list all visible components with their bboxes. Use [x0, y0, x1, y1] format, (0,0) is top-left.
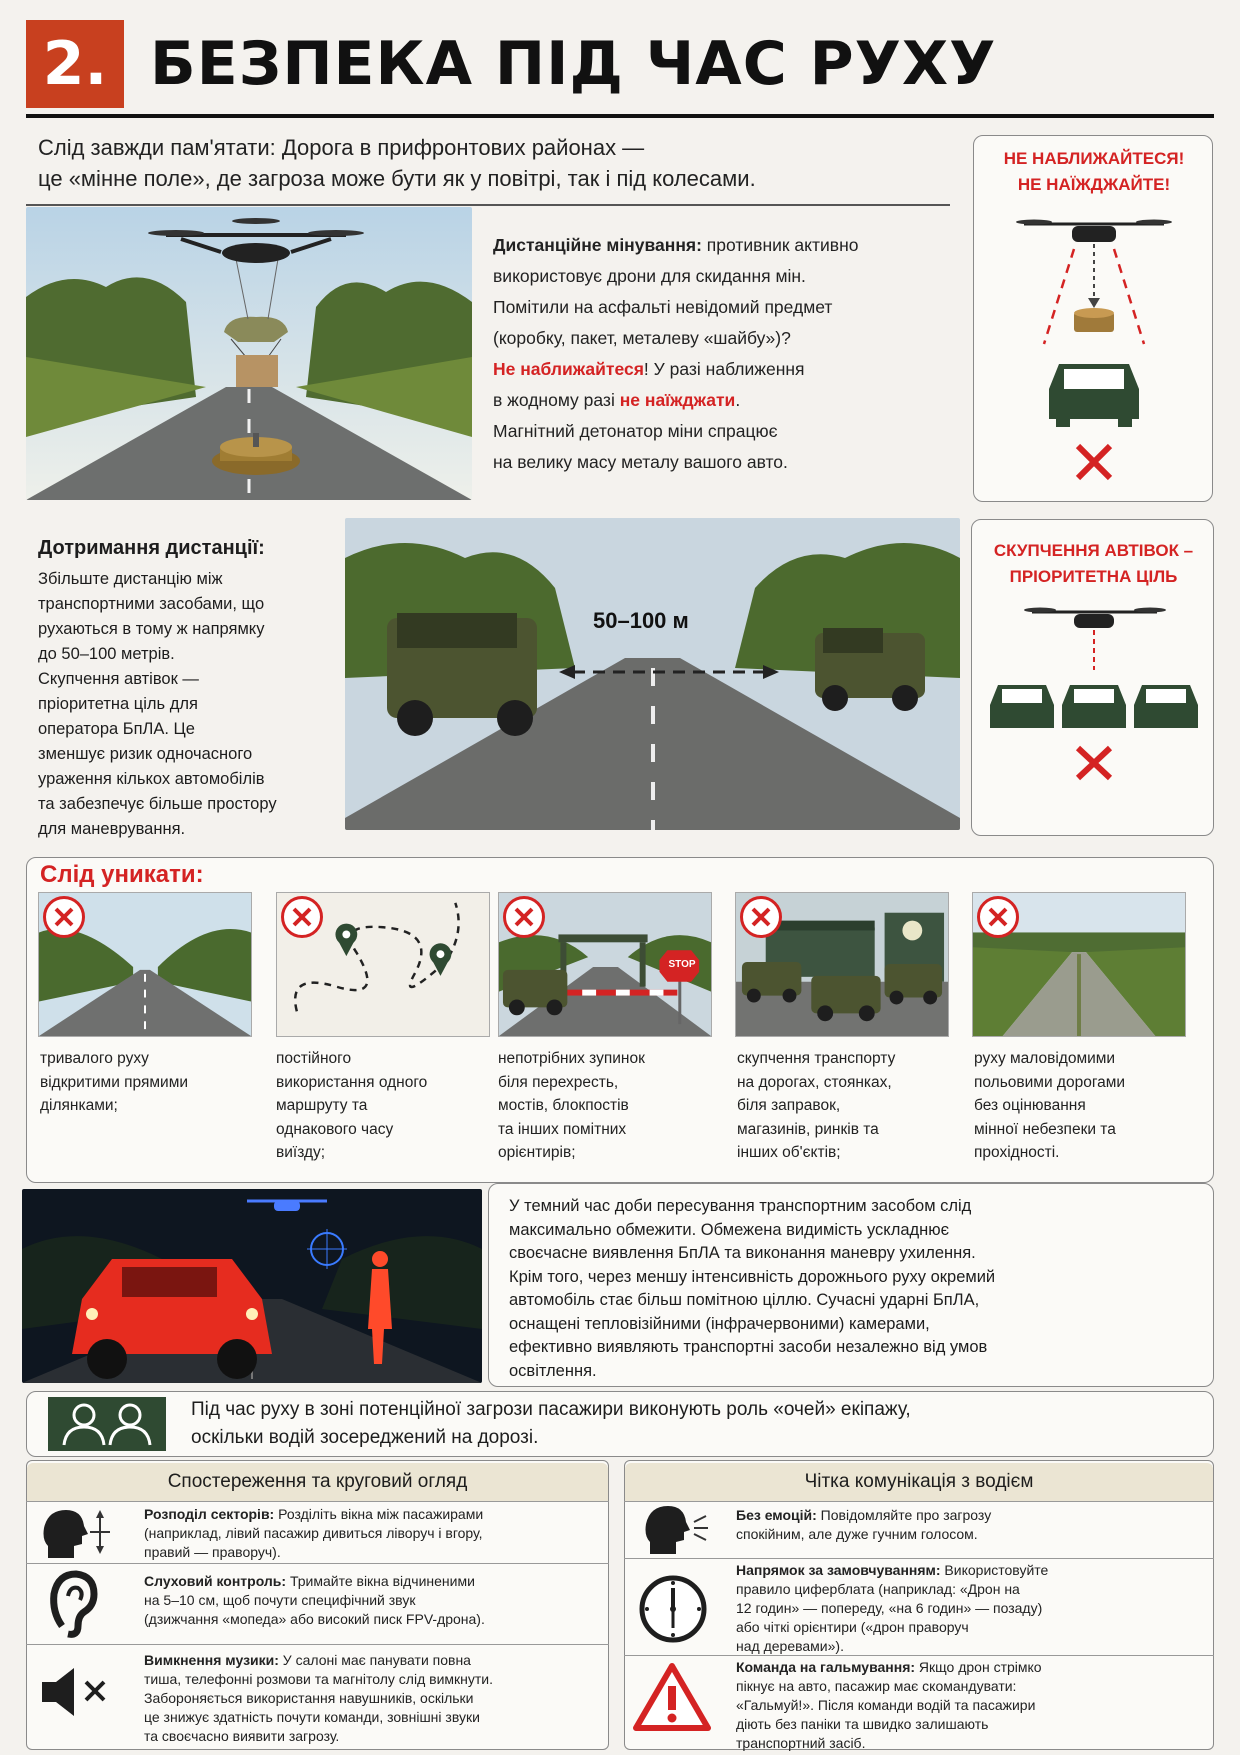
row-line: [144, 1572, 599, 1591]
observation-row: [144, 1572, 599, 1629]
avoid-caption-line: біля перехресть,: [498, 1073, 619, 1091]
header-divider: [26, 114, 1214, 118]
passengers-icon: [48, 1397, 166, 1451]
avoid-caption: [276, 1047, 490, 1165]
remote-mining-line: на велику масу металу вашого авто.: [493, 452, 788, 472]
passengers-line: оскільки водій зосереджений на дорозі.: [191, 1427, 539, 1448]
ear-icon: [48, 1568, 102, 1640]
avoid-image-checkpoint: [498, 892, 712, 1037]
remote-mining-heading: Дистанційне мінування:: [493, 235, 702, 255]
page-title: БЕЗПЕКА ПІД ЧАС РУХУ: [150, 29, 997, 99]
row-line: (дзижчання «мопеда» або високий писк FPV-дрона).: [144, 1611, 485, 1627]
speaking-head-icon: [644, 1502, 712, 1556]
avoid-caption: [737, 1047, 951, 1165]
communication-header: Чітка комунікація з водієм: [625, 1463, 1213, 1501]
drone-dropping-mine-photo: [26, 207, 472, 500]
row-title: Без емоцій:: [736, 1507, 817, 1523]
row-line: [736, 1506, 1206, 1525]
night-line: ефективно виявляють транспортні засоби незалежно від умов: [509, 1338, 988, 1356]
divider: [26, 1563, 609, 1564]
distance-label: 50–100 м: [593, 608, 689, 633]
avoid-caption-line: тривалого руху: [40, 1050, 149, 1067]
night-line: освітлення.: [509, 1361, 597, 1380]
avoid-caption-line: маршруту та: [276, 1097, 368, 1114]
row-title: Напрямок за замовчуванням:: [736, 1562, 941, 1578]
row-line: [144, 1651, 599, 1670]
row-line: (наприклад, лівий пасажир дивиться ліворуч і вгору,: [144, 1525, 483, 1541]
row-line: це знижує здатність почути команди, зовнішні звуки: [144, 1709, 480, 1725]
avoid-caption-line: мінної небезпеки та: [974, 1120, 1116, 1138]
drone-cars-cluster-icon: [982, 600, 1205, 825]
avoid-caption-line: орієнтирів;: [498, 1144, 576, 1161]
drone-mine-car-icon: [1014, 214, 1174, 494]
communication-row: [736, 1561, 1206, 1656]
divider: [26, 1501, 609, 1502]
row-line: Забороняється використання навушників, оскільки: [144, 1690, 474, 1706]
avoid-caption: [40, 1047, 254, 1118]
text-span: Розділіть вікна між пасажирами: [274, 1506, 484, 1522]
text-span: Якщо дрон стрімко: [915, 1659, 1042, 1675]
avoid-image-same-route: [276, 892, 490, 1037]
night-text: [509, 1195, 1097, 1383]
row-line: «Гальмуй!». Після команди водій та пасажири: [736, 1697, 1036, 1713]
avoid-caption-line: відкритими прямими: [40, 1073, 189, 1091]
night-line: Крім того, через меншу інтенсивність дорожнього руху окремий: [509, 1267, 996, 1286]
row-line: над деревами»).: [736, 1638, 844, 1654]
row-line: та своєчасно виявити загрозу.: [144, 1728, 340, 1744]
remote-mining-line: використовує дрони для скидання мін.: [493, 266, 806, 286]
side-warning-line: СКУПЧЕННЯ АВТІВОК –: [993, 541, 1194, 560]
side-warning-card-1: [973, 135, 1213, 502]
distance-line: до 50–100 метрів.: [38, 645, 175, 663]
intro-line: це «мінне поле», де загроза може бути як у повітрі, так і під колесами.: [38, 166, 756, 191]
row-line: спокійним, але дуже гучним голосом.: [736, 1526, 978, 1542]
remote-mining-line: [493, 354, 953, 385]
row-line: [144, 1505, 599, 1524]
row-line: тиша, телефонні розмови та магнітолу слід вимкнути.: [144, 1671, 494, 1687]
row-line: [736, 1658, 1206, 1677]
warning-triangle-icon: [632, 1662, 712, 1732]
avoid-caption-line: магазинів, ринків та: [737, 1120, 879, 1138]
avoid-caption-line: однакового часу: [276, 1120, 394, 1138]
night-line: максимально обмежити. Обмежена видимість ускладнює: [509, 1220, 950, 1239]
head-sectors-icon: [40, 1506, 114, 1560]
avoid-image-straight-road: [38, 892, 252, 1037]
avoid-caption-line: використання одного: [276, 1073, 428, 1091]
night-line: У темний час доби пересування транспортним засобом слід: [509, 1197, 972, 1215]
remote-mining-text: [493, 230, 953, 478]
remote-mining-line: (коробку, пакет, металеву «шайбу»)?: [493, 328, 791, 348]
night-line: автомобіль стає більш помітною ціллю. Сучасні ударні БпЛА,: [509, 1291, 980, 1309]
avoid-caption-line: польовими дорогами: [974, 1073, 1126, 1091]
row-title: Слуховий контроль:: [144, 1573, 287, 1589]
observation-header: Спостереження та круговий огляд: [27, 1463, 608, 1501]
vehicle-distance-photo: [345, 518, 960, 830]
row-line: транспортний засіб.: [736, 1735, 866, 1751]
passengers-text: [191, 1396, 1091, 1452]
communication-row: [736, 1658, 1206, 1753]
row-line: пікнує на авто, пасажир має скомандувати:: [736, 1678, 1017, 1694]
row-line: правий — праворуч).: [144, 1544, 281, 1560]
divider: [26, 1644, 609, 1645]
row-line: 12 годин» — попереду, «на 6 годин» — позаду): [736, 1600, 1043, 1616]
remote-mining-line: [493, 385, 953, 416]
text-span: .: [735, 390, 741, 410]
distance-line: Збільште дистанцію між: [38, 570, 223, 588]
section-number: 2.: [26, 20, 124, 108]
avoid-caption-line: виїзду;: [276, 1144, 326, 1161]
avoid-caption-line: на дорогах, стоянках,: [737, 1073, 892, 1091]
side-warning-line: ПРІОРИТЕТНА ЦІЛЬ: [1009, 567, 1178, 586]
avoid-caption-line: скупчення транспорту: [737, 1050, 896, 1067]
remote-mining-line: Помітили на асфальті невідомий предмет: [493, 297, 833, 317]
passengers-line: Під час руху в зоні потенційної загрози пасажири виконують роль «очей» екіпажу,: [191, 1399, 911, 1420]
night-line: оснащені тепловізійними (інфрачервоними) камерами,: [509, 1314, 930, 1333]
text-span: Повідомляйте про загрозу: [816, 1507, 992, 1523]
avoid-caption-line: мостів, блокпостів: [498, 1097, 629, 1114]
prohibited-icon: [281, 896, 323, 938]
row-line: на 5–10 см, щоб почути специфічний звук: [144, 1592, 416, 1608]
row-title: Команда на гальмування:: [736, 1659, 916, 1675]
avoid-caption-line: та інших помітних: [498, 1120, 627, 1138]
stop-sign-label: STOP: [668, 959, 696, 970]
distance-title: Дотримання дистанції:: [38, 537, 265, 559]
text-span: противник активно: [701, 235, 859, 255]
row-title: Вимкнення музики:: [144, 1652, 279, 1668]
row-line: [736, 1561, 1206, 1580]
row-title: Розподіл секторів:: [144, 1506, 275, 1522]
row-line: діють без паніки та швидко залишають: [736, 1716, 989, 1732]
intro-text: [38, 132, 938, 194]
night-thermal-photo: [22, 1189, 482, 1383]
divider: [624, 1501, 1214, 1502]
side-warning-card-2: [971, 519, 1214, 836]
avoid-caption: [974, 1047, 1188, 1165]
warning-text: не наїжджати: [619, 390, 736, 410]
avoid-caption-line: біля заправок,: [737, 1097, 841, 1114]
warning-text: Не наближайтеся: [493, 359, 644, 379]
avoid-image-vehicle-cluster: [735, 892, 949, 1037]
speaker-mute-icon: [38, 1666, 112, 1718]
text-span: У салоні має панувати повна: [278, 1652, 471, 1668]
text-span: ! У разі наближення: [643, 359, 805, 379]
distance-text: [38, 567, 338, 842]
avoid-caption-line: без оцінювання: [974, 1097, 1086, 1114]
distance-line: ураження кількох автомобілів: [38, 770, 265, 788]
clock-icon: [638, 1574, 708, 1644]
observation-row: [144, 1505, 599, 1562]
distance-line: оператора БпЛА. Це: [38, 720, 195, 738]
prohibited-icon: [977, 896, 1019, 938]
text-span: в жодному разі: [493, 390, 620, 410]
text-span: Використовуйте: [940, 1562, 1049, 1578]
avoid-caption-line: непотрібних зупинок: [498, 1050, 645, 1067]
row-line: або чіткі орієнтири («дрон праворуч: [736, 1619, 969, 1635]
distance-line: рухаються в тому ж напрямку: [38, 620, 265, 638]
intro-divider: [26, 204, 950, 206]
avoid-caption-line: ділянками;: [40, 1097, 118, 1114]
avoid-image-field-road: [972, 892, 1186, 1037]
divider: [624, 1558, 1214, 1559]
text-span: Тримайте вікна відчиненими: [286, 1573, 475, 1589]
side-warning-line: НЕ НАБЛИЖАЙТЕСЯ!: [1003, 149, 1185, 168]
distance-line: Скупчення автівок —: [38, 670, 199, 688]
prohibited-icon: [43, 896, 85, 938]
avoid-caption-line: прохідності.: [974, 1144, 1060, 1161]
observation-row: [144, 1651, 599, 1746]
avoid-title: Слід уникати:: [40, 861, 204, 888]
distance-line: транспортними засобами, що: [38, 595, 265, 613]
distance-line: для маневрування.: [38, 820, 186, 838]
communication-row: [736, 1506, 1206, 1544]
side-warning-line: НЕ НАЇЖДЖАЙТЕ!: [1017, 175, 1171, 194]
avoid-caption-line: постійного: [276, 1050, 352, 1067]
distance-line: пріоритетна ціль для: [38, 695, 198, 713]
prohibited-icon: [740, 896, 782, 938]
distance-line: зменшує ризик одночасного: [38, 745, 253, 763]
remote-mining-line: [493, 230, 953, 261]
intro-line: Слід завжди пам'ятати: Дорога в прифронтових районах —: [38, 135, 645, 160]
distance-line: та забезпечує більше простору: [38, 795, 277, 813]
avoid-caption: [498, 1047, 712, 1165]
row-line: правило циферблата (наприклад: «Дрон на: [736, 1581, 1020, 1597]
prohibited-icon: [503, 896, 545, 938]
avoid-caption-line: руху маловідомими: [974, 1050, 1116, 1067]
avoid-caption-line: інших об'єктів;: [737, 1144, 841, 1161]
remote-mining-line: Магнітний детонатор міни спрацює: [493, 421, 778, 441]
night-line: своєчасне виявлення БпЛА та виконання маневру ухилення.: [509, 1244, 976, 1262]
